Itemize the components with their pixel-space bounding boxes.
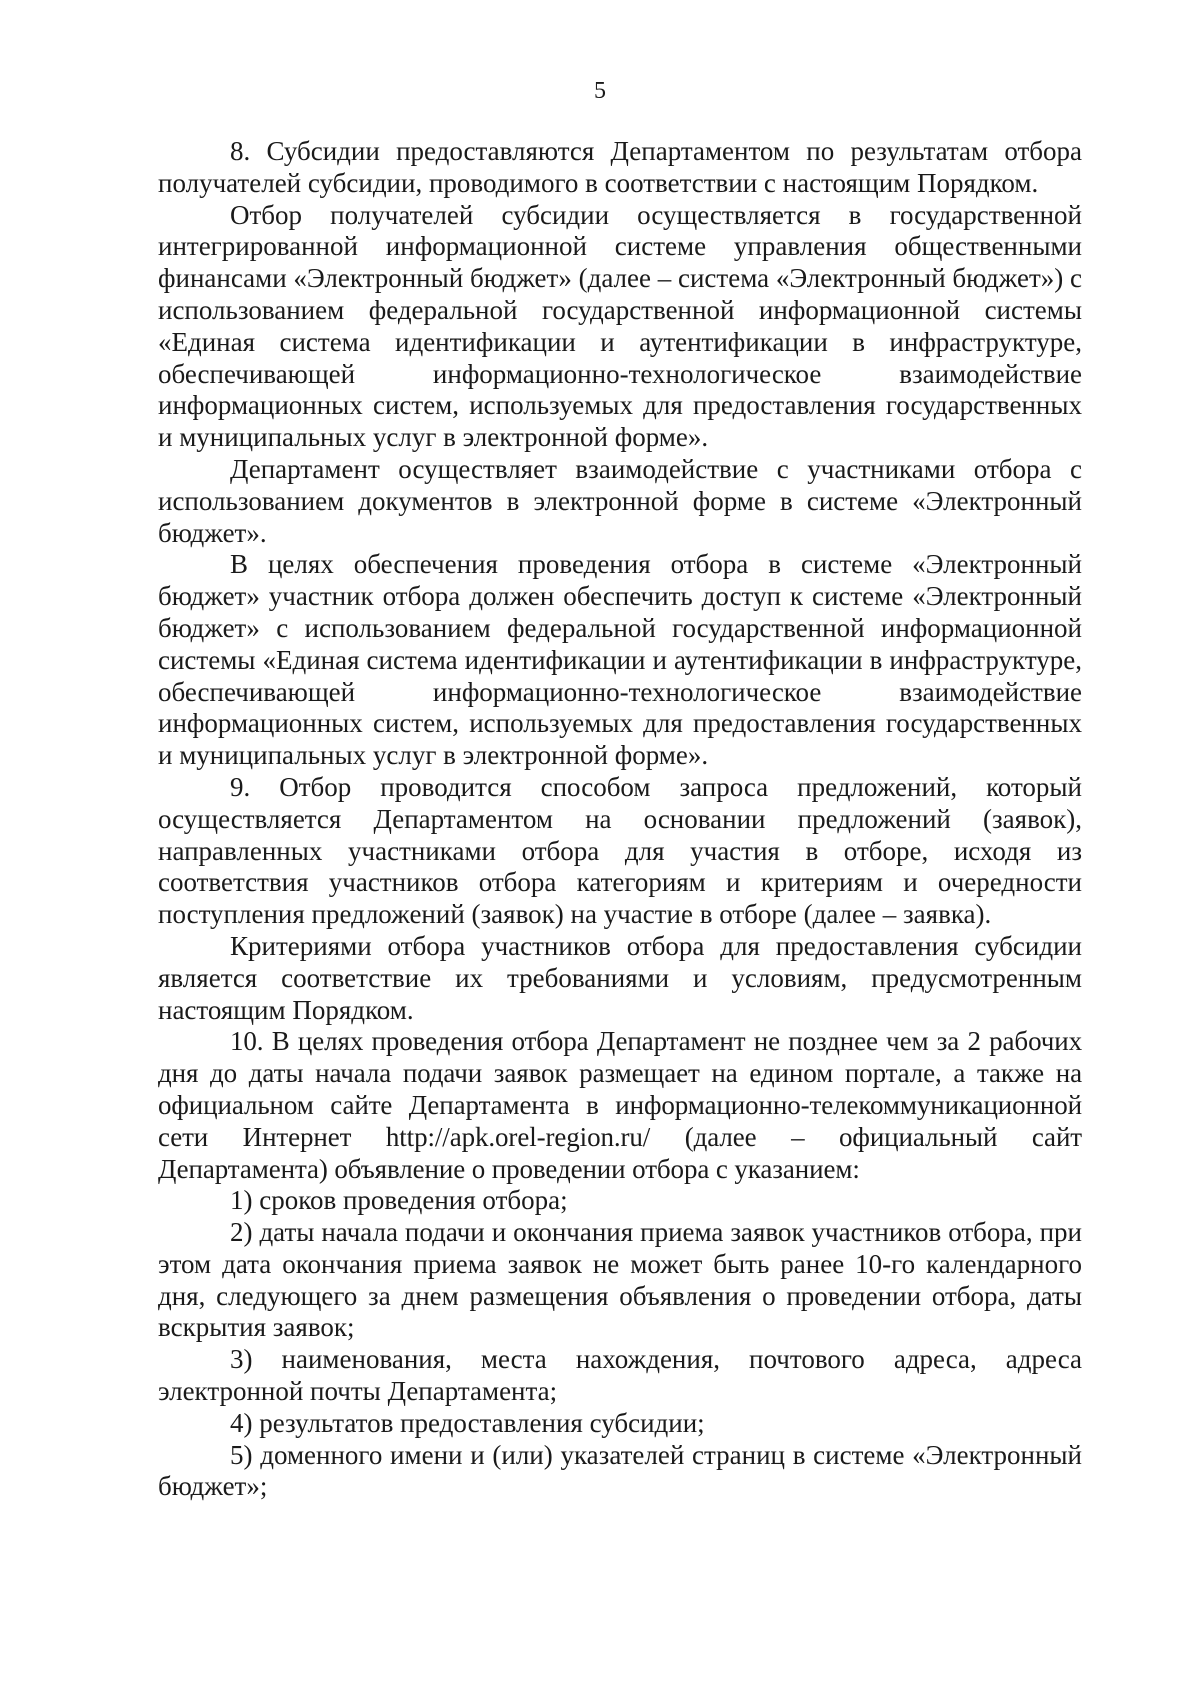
page-number: 5: [594, 78, 606, 104]
paragraph-8-subsidies: 8. Субсидии предоставляются Департаментом по результатам отбора получателей субсидии, проводимого в соответствии с настоящим Порядком.: [158, 136, 1082, 198]
paragraph-9-selection-method: 9. Отбор проводится способом запроса предложений, который осуществляется Департаментом на основании предложений (заявок), направленных участниками отбора для участия в отборе, исходя из соответствия участников отбора категориям и критериям и очередности поступления предложений (заявок) на участие в отборе (далее – заявка).: [158, 771, 1082, 930]
paragraph-10-announcement: 10. В целях проведения отбора Департамент не позднее чем за 2 рабочих дня до даты начала подачи заявок размещает на едином портале, а также на официальном сайте Департамента в информационно-телекоммуникационной сети Интернет http://apk.orel-region.ru/ (далее – официальный сайт Департамента) объявление о проведении отбора с указанием:: [158, 1026, 1082, 1184]
paragraph-selection-criteria: Критериями отбора участников отбора для предоставления субсидии является соответствие их требованиями и условиям, предусмотренным настоящим Порядком.: [158, 930, 1082, 1025]
list-item-4: 4) результатов предоставления субсидии;: [230, 1407, 705, 1438]
paragraph-department-interaction: Департамент осуществляет взаимодействие с участниками отбора с использованием документов в электронной форме в системе «Электронный бюджет».: [158, 453, 1082, 548]
paragraph-selection-system: Отбор получателей субсидии осуществляется в государственной интегрированной информационной системе управления общественными финансами «Электронный бюджет» (далее – система «Электронный бюджет») с использованием федеральной государственной информационной системы «Единая система идентификации и аутентификации в инфраструктуре, обеспечивающей информационно-технологическое взаимодействие информационных систем, используемых для предоставления государственных и муниципальных услуг в электронной форме».: [158, 199, 1082, 453]
list-item-3: 3) наименования, места нахождения, почтового адреса, адреса электронной почты Департамента;: [158, 1344, 1082, 1407]
list-item-1: 1) сроков проведения отбора;: [230, 1185, 568, 1216]
document-body: [158, 136, 1082, 1503]
list-item-5: 5) доменного имени и (или) указателей страниц в системе «Электронный бюджет»;: [158, 1439, 1082, 1502]
paragraph-participant-access: В целях обеспечения проведения отбора в системе «Электронный бюджет» участник отбора должен обеспечить доступ к системе «Электронный бюджет» с использованием федеральной государственной информационной системы «Единая система идентификации и аутентификации в инфраструктуре, обеспечивающей информационно-технологическое взаимодействие информационных систем, используемых для предоставления государственных и муниципальных услуг в электронной форме».: [158, 549, 1082, 771]
list-item-2: 2) даты начала подачи и окончания приема заявок участников отбора, при этом дата окончания приема заявок не может быть ранее 10-го календарного дня, следующего за днем размещения объявления о проведении отбора, даты вскрытия заявок;: [158, 1217, 1082, 1343]
